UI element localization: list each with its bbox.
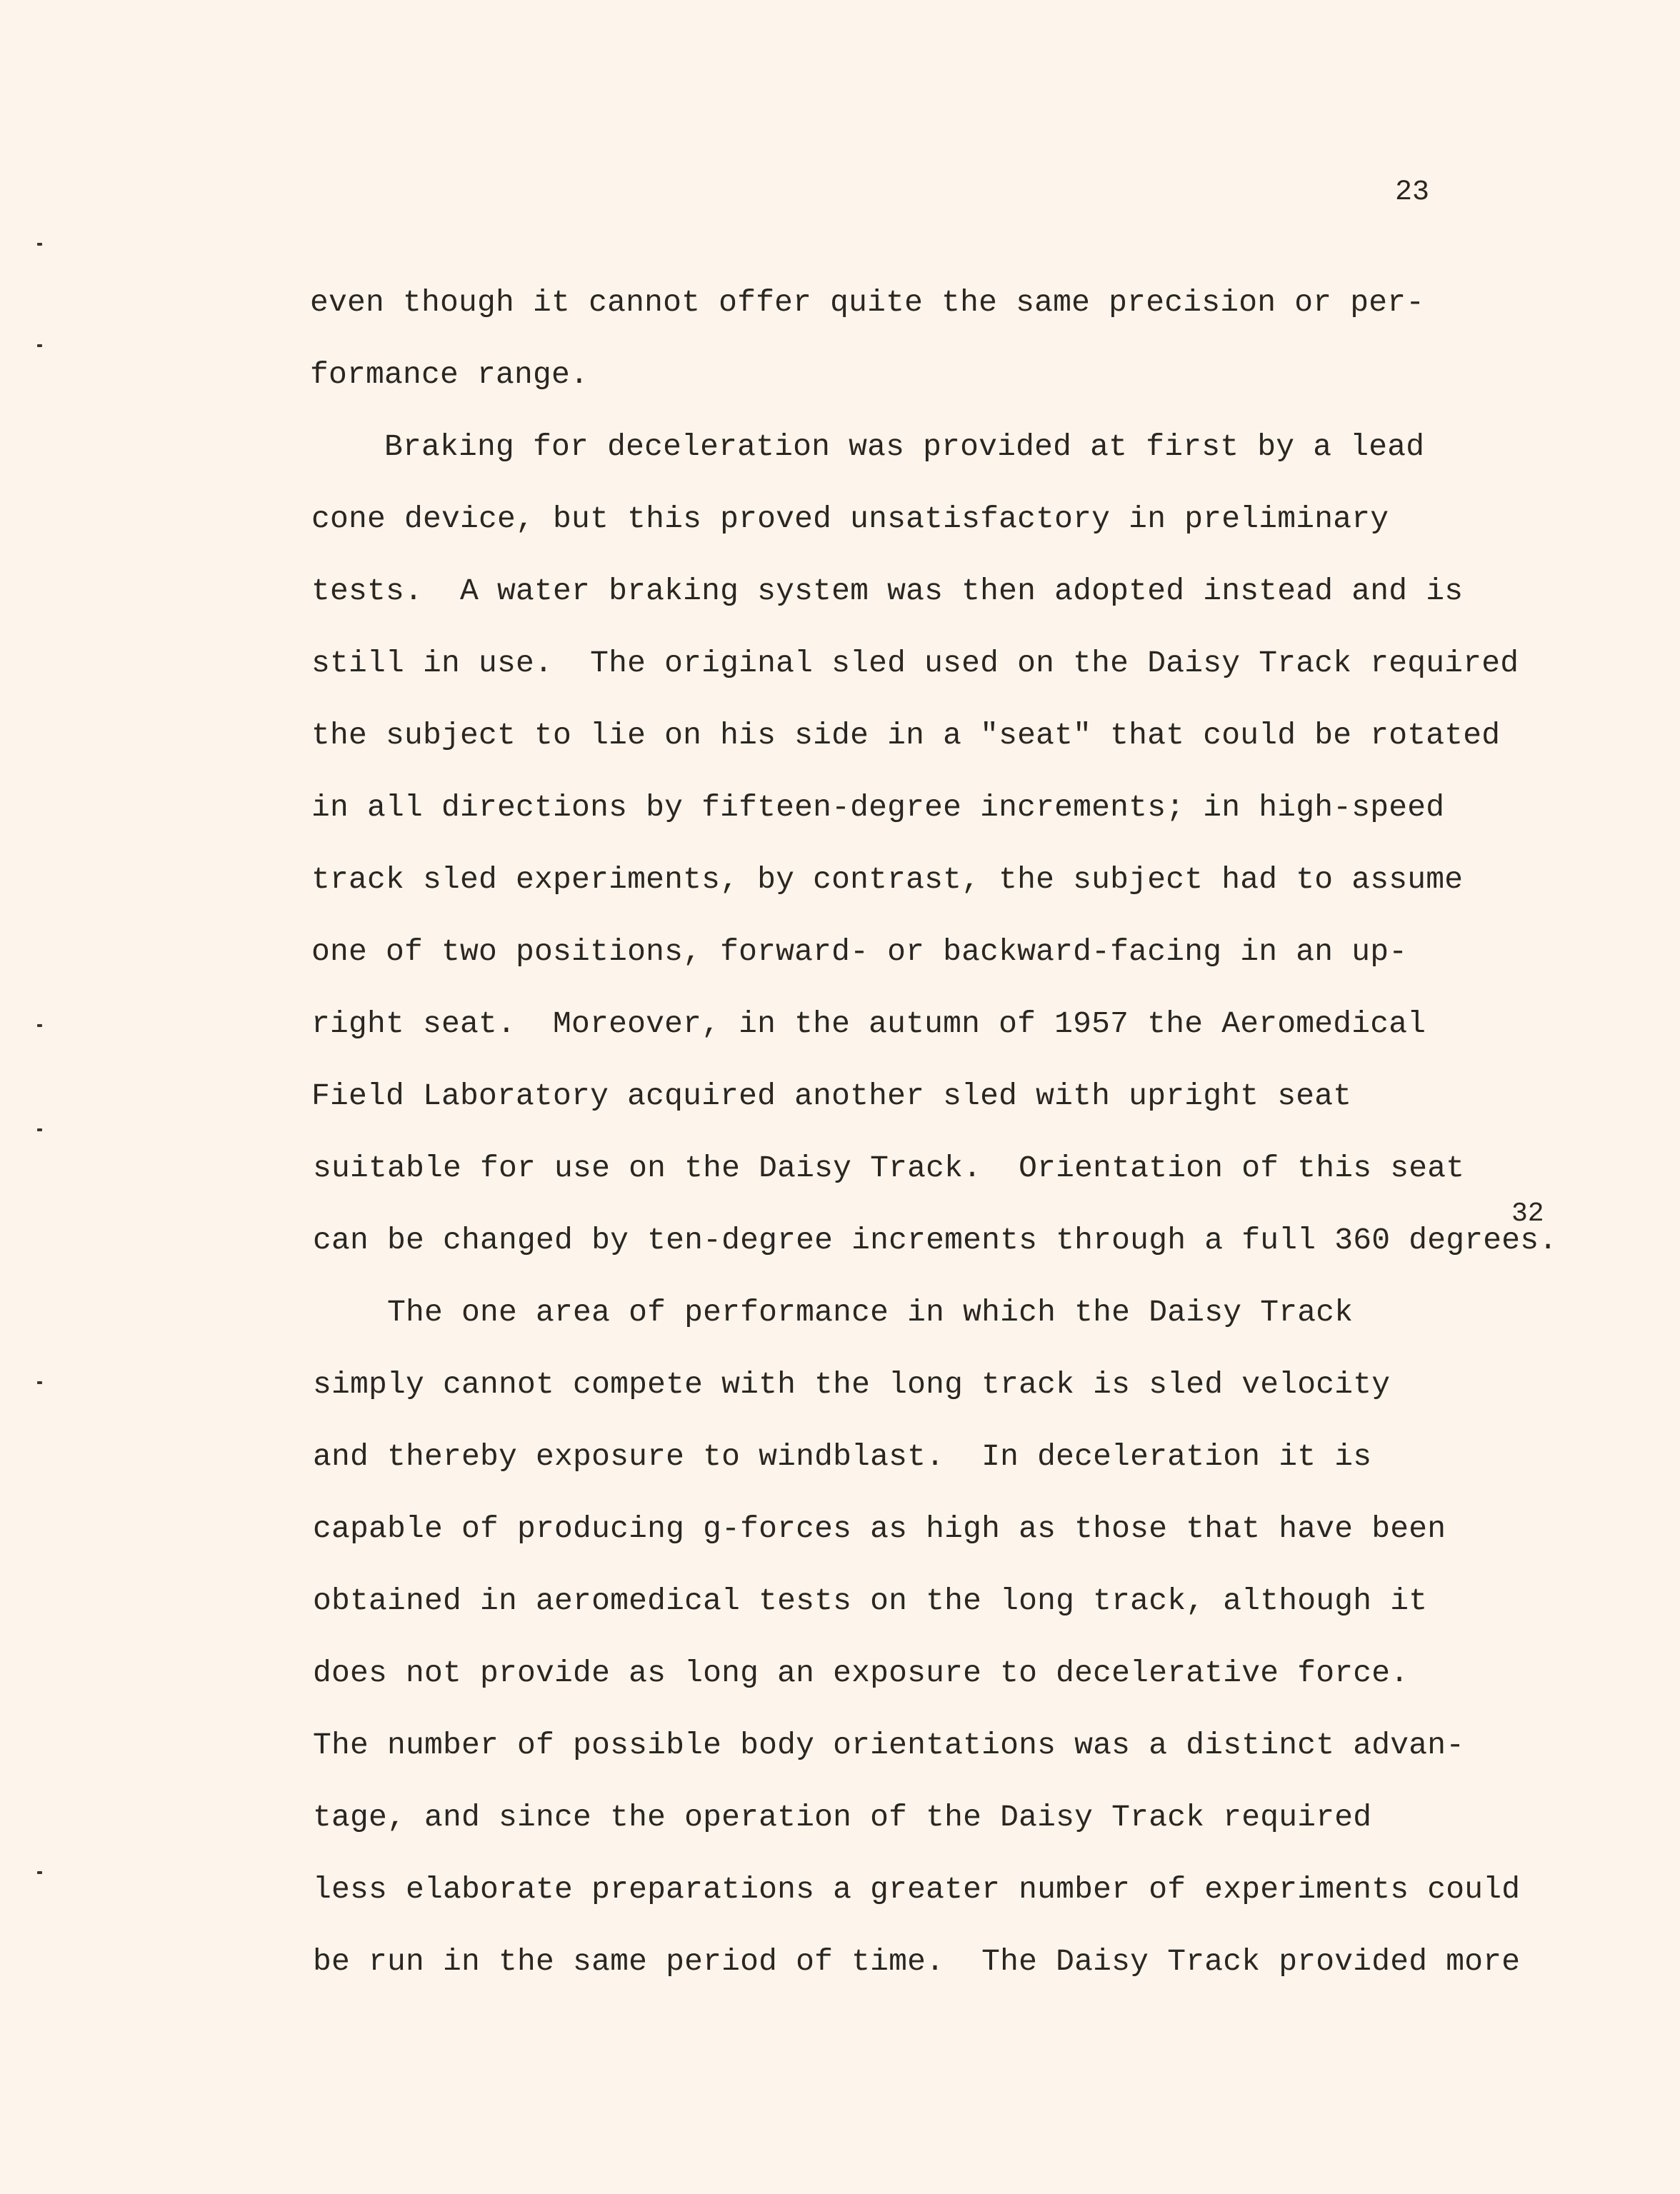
page-number: 23 (1395, 176, 1430, 209)
margin-mark (37, 1128, 42, 1131)
text-line: simply cannot compete with the long track is sled velocity (313, 1367, 1391, 1402)
text-line: and thereby exposure to windblast. In deceleration it is (313, 1439, 1372, 1474)
margin-mark (37, 243, 42, 246)
text-line: capable of producing g-forces as high as those that have been (313, 1511, 1446, 1546)
text-line: cone device, but this proved unsatisfactory in preliminary (311, 501, 1389, 536)
margin-mark (37, 344, 42, 347)
text-line: Field Laboratory acquired another sled with upright seat (311, 1078, 1352, 1113)
margin-mark (37, 1381, 42, 1384)
text-line: the subject to lie on his side in a "seat" that could be rotated (311, 718, 1501, 753)
text-line: can be changed by ten-degree increments through a full 360 degrees. (313, 1223, 1558, 1258)
text-line: one of two positions, forward- or backward-facing in an up- (311, 934, 1408, 969)
text-line: be run in the same period of time. The Daisy Track provided more (313, 1944, 1521, 1979)
text-line: suitable for use on the Daisy Track. Orientation of this seat (313, 1151, 1465, 1186)
text-line: tests. A water braking system was then adopted instead and is (311, 573, 1464, 608)
text-line: less elaborate preparations a greater number of experiments could (313, 1872, 1521, 1907)
text-line: still in use. The original sled used on the Daisy Track required (311, 646, 1519, 681)
text-line: tage, and since the operation of the Daisy Track required (313, 1800, 1372, 1835)
text-line: right seat. Moreover, in the autumn of 1957 the Aeromedical (311, 1006, 1426, 1041)
text-line: Braking for deceleration was provided at first by a lead (310, 429, 1425, 464)
footnote-marker: 32 (1511, 1198, 1544, 1229)
text-line: The one area of performance in which the Daisy Track (313, 1295, 1354, 1330)
text-line: obtained in aeromedical tests on the long track, although it (313, 1583, 1428, 1618)
text-line: The number of possible body orientations was a distinct advan- (313, 1728, 1465, 1763)
margin-mark (37, 1024, 42, 1027)
text-line: even though it cannot offer quite the same precision or per- (310, 285, 1425, 320)
text-line: does not provide as long an exposure to decelerative force. (313, 1655, 1409, 1690)
text-line: in all directions by fifteen-degree increments; in high-speed (311, 790, 1445, 825)
text-line: formance range. (310, 357, 589, 392)
text-line: track sled experiments, by contrast, the subject had to assume (311, 862, 1464, 897)
margin-mark (37, 1871, 42, 1874)
